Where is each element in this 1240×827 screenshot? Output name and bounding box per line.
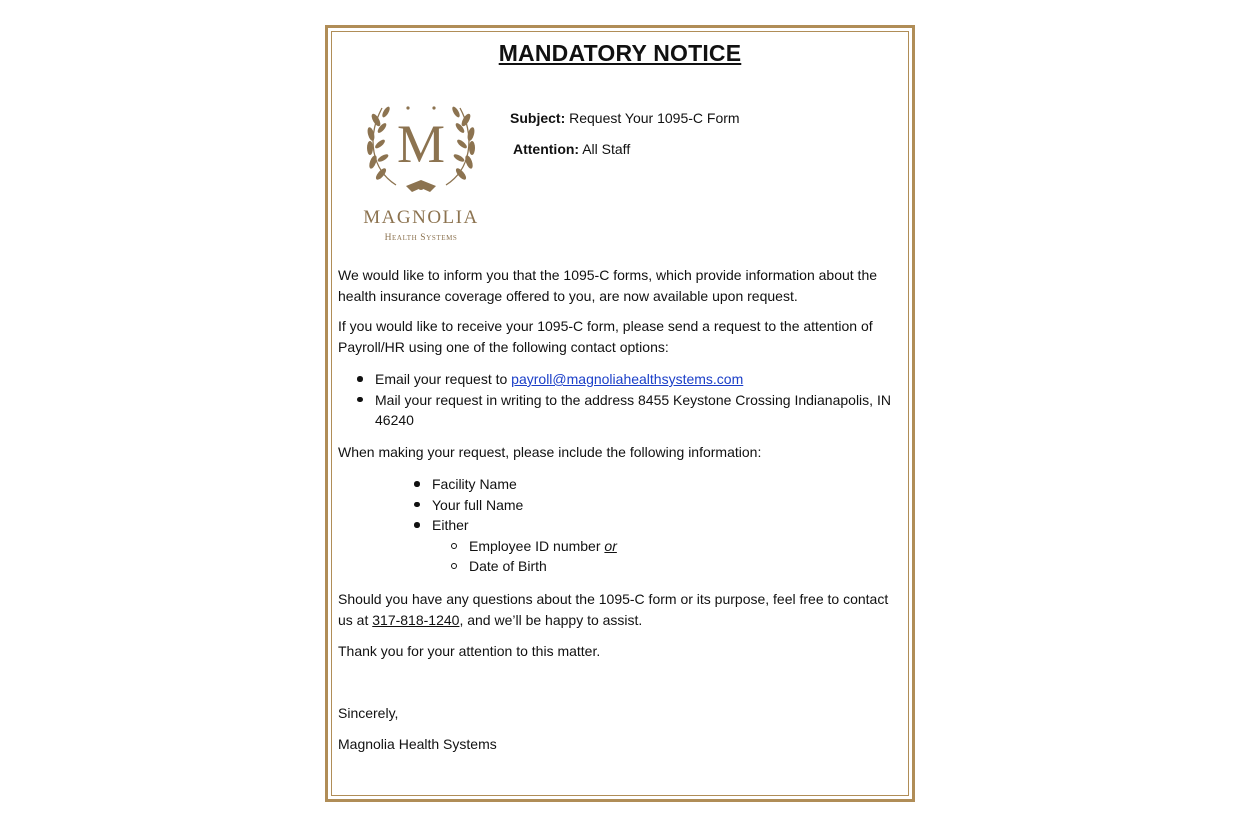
- paragraph-include: [338, 442, 898, 463]
- logo-name: MAGNOLIA: [363, 207, 479, 228]
- bullet-icon: [414, 522, 420, 528]
- or-emphasis: or: [604, 537, 617, 554]
- paragraph-questions: Should you have any questions about the 1095-C form or its purpose, feel free to contact us at 317-818-1240, and we’ll be happy to assist.: [338, 591, 889, 628]
- notice-border: [325, 25, 915, 802]
- subject-label: Subject:: [510, 110, 566, 126]
- magnolia-logo: [358, 90, 484, 250]
- paragraph-thanks: [338, 641, 898, 662]
- notice-title: MANDATORY NOTICE: [498, 40, 742, 66]
- list-item-email: [375, 369, 900, 390]
- attention-line: [513, 141, 630, 157]
- email-prefix: Email your request to: [375, 371, 512, 387]
- phone-number[interactable]: 317-818-1240: [372, 611, 460, 628]
- logo-monogram: M: [396, 114, 446, 174]
- paragraph-request-text: If you would like to receive your 1095-C form, please send a request to the attention of Payroll/HR using one of the following contact options:: [338, 318, 873, 355]
- circle-bullet-icon: [451, 563, 457, 569]
- signature-text: Magnolia Health Systems: [338, 736, 497, 752]
- paragraph-intro: [338, 265, 898, 306]
- list-item-facility: Facility Name: [432, 474, 832, 495]
- closing-text: Sincerely,: [338, 705, 399, 721]
- payroll-email-link[interactable]: payroll@magnoliahealthsystems.com: [511, 371, 744, 387]
- sub-item-employee-id: Employee ID number or: [469, 536, 832, 557]
- logo-tagline: Health Systems: [384, 233, 458, 243]
- paragraph-intro-text: We would like to inform you that the 1095-C forms, which provide information about the health insurance coverage offered to you, are now available upon request.: [338, 267, 878, 304]
- bullet-icon: [414, 502, 420, 508]
- attention-value: All Staff: [582, 141, 631, 157]
- info-list: [432, 474, 832, 577]
- mail-instruction: Mail your request in writing to the address 8455 Keystone Crossing Indianapolis, IN 46240: [375, 391, 891, 428]
- signature: [338, 734, 898, 755]
- paragraph-thanks-text: Thank you for your attention to this matter.: [338, 643, 601, 659]
- paragraph-include-text: When making your request, please include the following information:: [338, 444, 762, 460]
- attention-label: Attention:: [513, 141, 580, 157]
- bullet-icon: [357, 397, 363, 403]
- closing: [338, 703, 898, 724]
- bullet-icon: [357, 376, 363, 382]
- list-item-mail: [375, 390, 900, 431]
- circle-bullet-icon: [451, 543, 457, 549]
- subject-value: Request Your 1095-C Form: [569, 110, 740, 126]
- bullet-icon: [414, 481, 420, 487]
- subject-line: [510, 110, 740, 126]
- contact-options-list: [375, 369, 900, 431]
- list-item-full-name: Your full Name: [432, 495, 832, 516]
- paragraph-request: [338, 316, 898, 357]
- sub-item-dob: Date of Birth: [469, 556, 832, 577]
- list-item-either: Either: [432, 515, 832, 536]
